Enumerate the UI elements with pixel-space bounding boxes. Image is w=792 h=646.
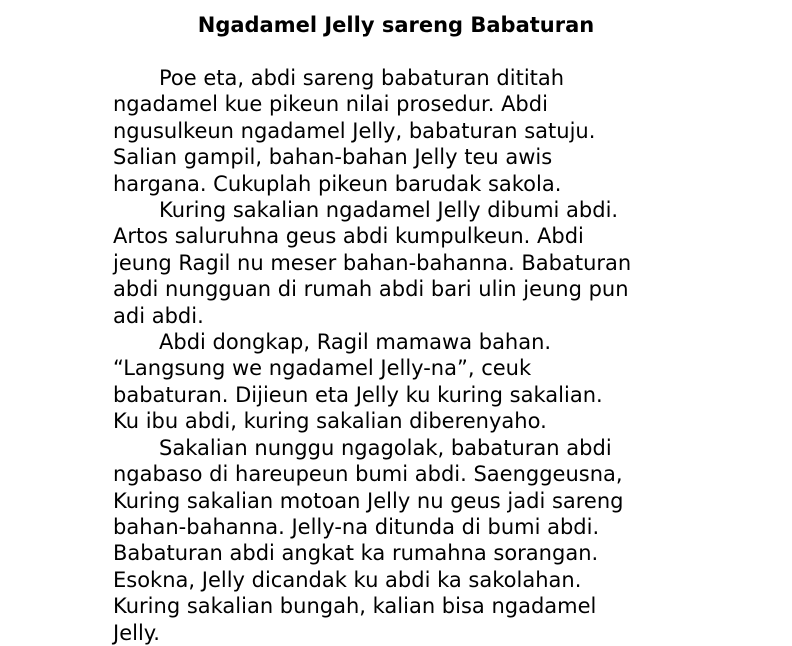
paragraph-line: Ku ibu abdi, kuring sakalian diberenyaho. [113, 409, 547, 434]
paragraph-line: Artos saluruhna geus abdi kumpulkeun. Abdi [113, 224, 584, 249]
paragraph-2 [113, 197, 683, 329]
paragraph-1 [113, 65, 683, 197]
paragraph-line: “Langsung we ngadamel Jelly-na”, ceuk [113, 356, 532, 381]
paragraph-line: Babaturan abdi angkat ka rumahna sorangan. [113, 541, 599, 566]
paragraph-line: Poe eta, abdi sareng babaturan dititah [159, 66, 565, 90]
paragraph-line: babaturan. Dijieun eta Jelly ku kuring sakalian. [113, 382, 603, 407]
paragraph-4 [113, 435, 683, 646]
paragraph-line: ngabaso di hareupeun bumi abdi. Saenggeusna, [113, 462, 623, 487]
paragraph-line: hargana. Cukuplah pikeun barudak sakola. [113, 171, 562, 196]
paragraph-line: ngusulkeun ngadamel Jelly, babaturan satuju. [113, 118, 596, 143]
paragraph-line: abdi nungguan di rumah abdi bari ulin jeung pun [113, 277, 629, 302]
paragraph-line: Sakalian nunggu ngagolak, babaturan abdi [159, 435, 612, 460]
paragraph-3 [113, 329, 683, 435]
paragraph-line: Kuring sakalian bungah, kalian bisa ngadamel [113, 594, 597, 619]
paragraph-line: Jelly. [113, 620, 160, 645]
paragraph-line: bahan-bahanna. Jelly-na ditunda di bumi abdi. [113, 514, 600, 539]
paragraph-line: Kuring sakalian ngadamel Jelly dibumi abdi. [159, 198, 619, 223]
document-title: Ngadamel Jelly sareng Babaturan [197, 13, 595, 37]
paragraph-line: jeung Ragil nu meser bahan-bahanna. Babaturan [113, 250, 632, 275]
paragraph-line: Esokna, Jelly dicandak ku abdi ka sakolahan. [113, 567, 582, 592]
document-body [113, 65, 683, 646]
paragraph-line: Salian gampil, bahan-bahan Jelly teu awis [113, 145, 553, 170]
paragraph-line: Abdi dongkap, Ragil mamawa bahan. [159, 330, 552, 355]
paragraph-line: ngadamel kue pikeun nilai prosedur. Abdi [113, 92, 548, 117]
paragraph-line: adi abdi. [113, 303, 204, 328]
paragraph-line: Kuring sakalian motoan Jelly nu geus jadi sareng [113, 488, 624, 513]
